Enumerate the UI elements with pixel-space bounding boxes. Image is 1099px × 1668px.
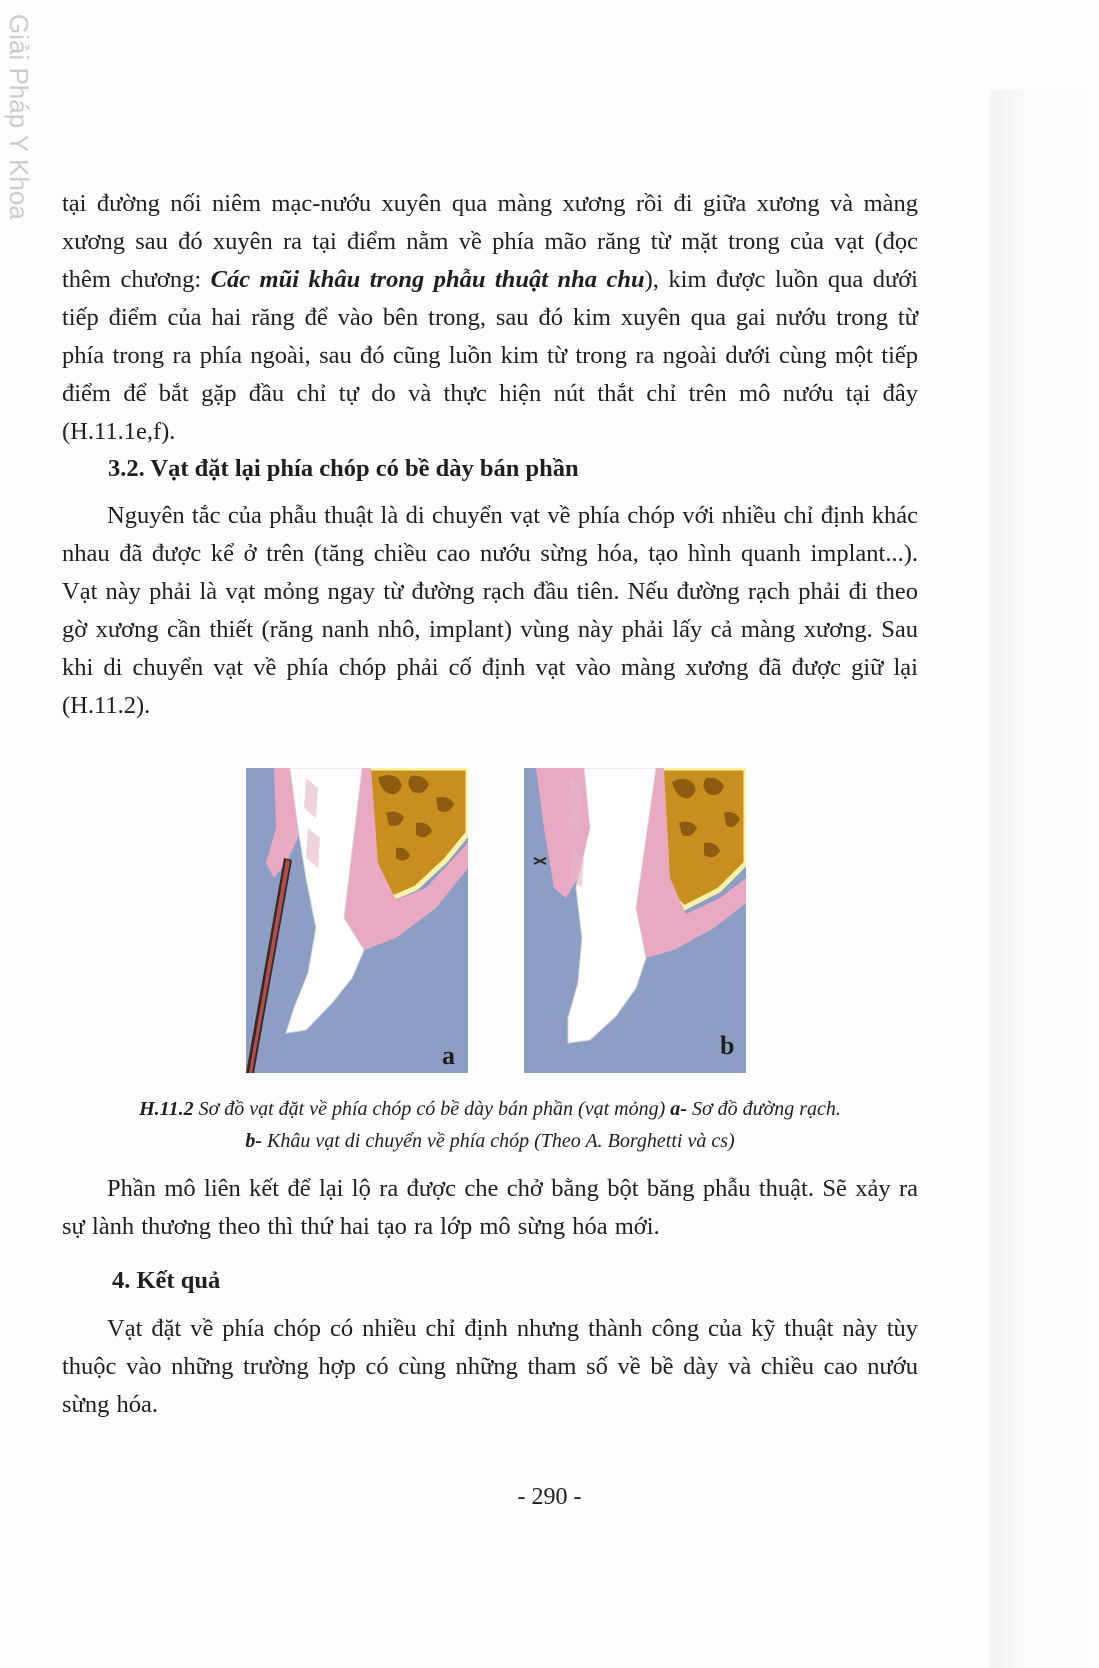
watermark: Giải Pháp Y Khoa	[4, 14, 34, 220]
paragraph-after-figure: Phần mô liên kết để lại lộ ra được che chở bằng bột băng phẫu thuật. Sẽ xảy ra sự lành thương theo thì thứ hai tạo ra lớp mô sừng hóa mới.	[62, 1175, 918, 1240]
page-number: - 290 -	[517, 1484, 582, 1510]
section-4-paragraph: Vạt đặt về phía chóp có nhiều chỉ định nhưng thành công của kỹ thuật này tùy thuộc vào những trường hợp có cùng những tham số về bề dày và chiều cao nướu sừng hóa.	[62, 1315, 918, 1418]
paragraph-after-figure-block	[62, 1170, 918, 1246]
paragraph-continuation	[62, 185, 918, 451]
caption-text-3: Khâu vạt di chuyển về phía chóp (Theo A. Borghetti và cs)	[262, 1130, 735, 1152]
tooth-diagram-b	[524, 768, 746, 1073]
panel-b-label: b	[720, 1031, 735, 1060]
tooth-diagram-a	[246, 768, 468, 1073]
paragraph-top-text: tại đường nối niêm mạc-nướu xuyên qua màng xương rồi đi giữa xương và màng xương sau đó xuyên ra tại điểm nằm về phía mão răng từ mặt trong của vạt (đọc thêm chương:	[62, 190, 918, 293]
section-3-2-body	[62, 497, 918, 725]
caption-text-1: Sơ đồ vạt đặt về phía chóp có bề dày bán phần (vạt mỏng)	[193, 1098, 671, 1120]
figure-panel-a	[246, 768, 468, 1073]
section-heading-3-2: 3.2. Vạt đặt lại phía chóp có bề dày bán phần	[108, 455, 579, 482]
caption-a: a-	[670, 1098, 687, 1120]
paragraph-top-emphasis: Các mũi khâu trong phẫu thuật nha chu	[210, 266, 645, 293]
section-heading-4: 4. Kết quả	[112, 1267, 221, 1294]
panel-a-label: a	[442, 1041, 455, 1070]
caption-text-2: Sơ đồ đường rạch.	[686, 1098, 841, 1120]
figure-panel-b	[524, 768, 746, 1073]
section-4-body	[62, 1310, 918, 1424]
caption-id: H.11.2	[139, 1098, 194, 1120]
paragraph-top	[62, 185, 918, 451]
page-edge-shadow	[990, 90, 1099, 1668]
paragraph-top-text-end: ), kim được luồn qua dưới tiếp điểm của hai răng để vào bên trong, sau đó kim xuyên qua gai nướu trong từ phía trong ra phía ngoài, sau đó cũng luồn kim từ trong ra ngoài dưới cùng một tiếp điểm để bắt gặp đầu chỉ tự do và thực hiện nút thắt chỉ trên mô nướu tại đây (H.11.1e,f).	[62, 266, 918, 445]
figure-caption	[62, 1093, 918, 1157]
section-3-2-paragraph: Nguyên tắc của phẫu thuật là di chuyển vạt về phía chóp với nhiều chỉ định khác nhau đã được kể ở trên (tăng chiều cao nướu sừng hóa, tạo hình quanh implant...). Vạt này phải là vạt mỏng ngay từ đường rạch đầu tiên. Nếu đường rạch phải đi theo gờ xương cần thiết (răng nanh nhô, implant) vùng này phải lấy cả màng xương. Sau khi di chuyển vạt về phía chóp phải cố định vạt vào màng xương đã được giữ lại (H.11.2).	[62, 502, 918, 719]
caption-b: b-	[245, 1130, 262, 1152]
